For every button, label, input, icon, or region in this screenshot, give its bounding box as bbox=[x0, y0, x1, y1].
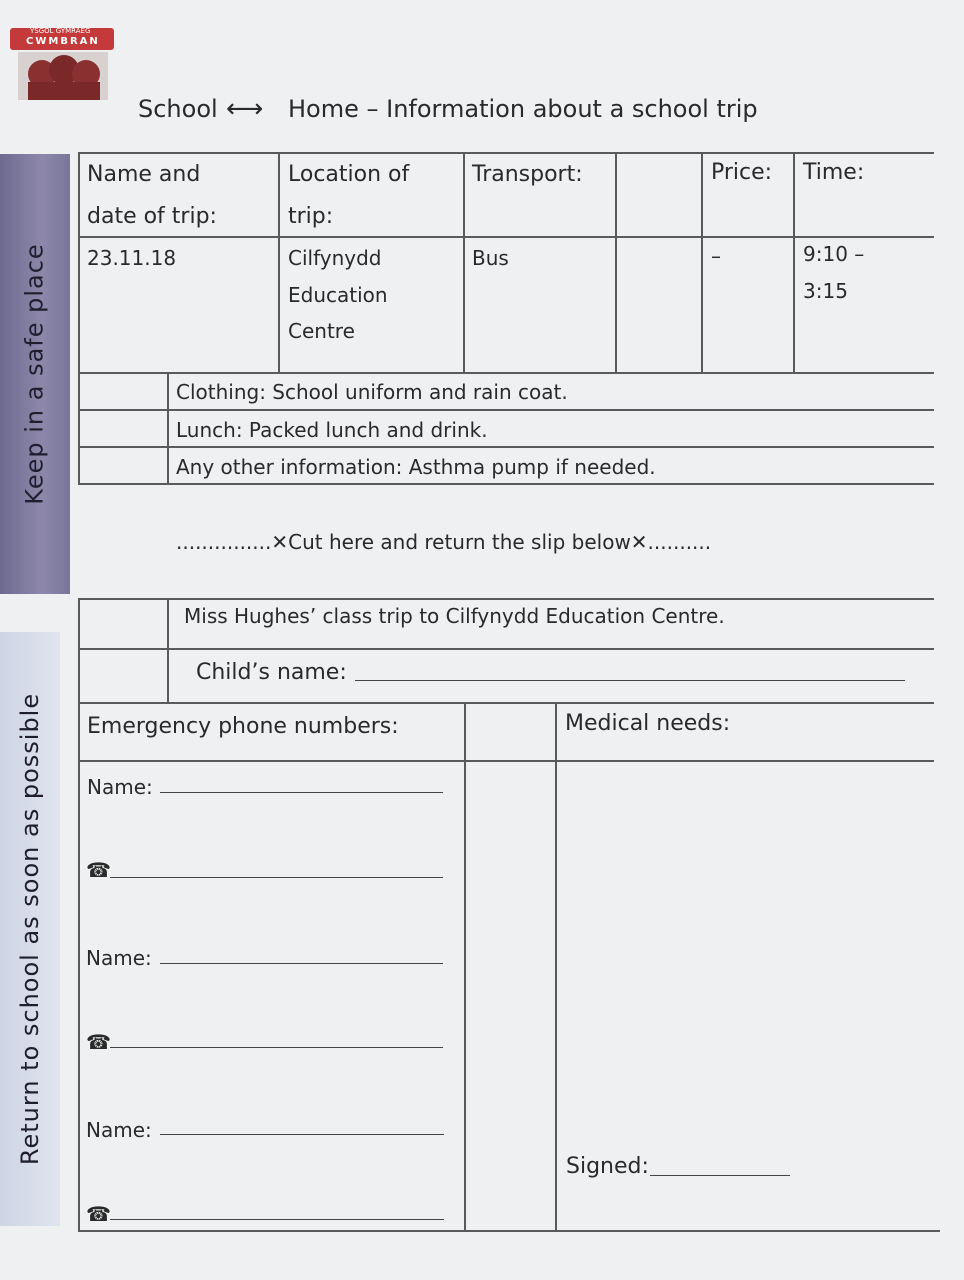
header-location-2: trip: bbox=[288, 204, 334, 229]
trip-time-2: 3:15 bbox=[803, 279, 848, 303]
contact-3-phone-field[interactable] bbox=[110, 1219, 444, 1220]
info-lunch: Lunch: Packed lunch and drink. bbox=[176, 418, 488, 442]
child-name-field[interactable] bbox=[355, 680, 905, 681]
header-school: School bbox=[138, 95, 218, 123]
trip-location-3: Centre bbox=[288, 319, 355, 343]
double-arrow-icon: ⟷ bbox=[226, 94, 264, 124]
logo-text: CWMBRAN bbox=[26, 36, 100, 47]
header-time: Time: bbox=[803, 160, 865, 185]
contact-2-phone-field[interactable] bbox=[110, 1047, 443, 1048]
sidebar-keep-safe bbox=[0, 154, 70, 594]
contact-3-name-label: Name: bbox=[86, 1118, 152, 1142]
phone-icon: ☎ bbox=[86, 1030, 111, 1054]
header-location-1: Location of bbox=[288, 162, 410, 187]
info-clothing: Clothing: School uniform and rain coat. bbox=[176, 380, 568, 404]
contact-1-name-label: Name: bbox=[87, 775, 153, 799]
contact-3-name-field[interactable] bbox=[160, 1134, 444, 1135]
header-title: Home – Information about a school trip bbox=[288, 95, 758, 123]
contact-1-phone-field[interactable] bbox=[110, 877, 443, 878]
emergency-header: Emergency phone numbers: bbox=[87, 714, 399, 739]
trip-price: – bbox=[711, 244, 721, 268]
trip-location-2: Education bbox=[288, 283, 388, 307]
header-name-date-1: Name and bbox=[87, 162, 201, 187]
signed-label: Signed: bbox=[566, 1154, 649, 1179]
info-other: Any other information: Asthma pump if needed. bbox=[176, 455, 656, 479]
phone-icon: ☎ bbox=[86, 858, 111, 882]
trip-time-1: 9:10 – bbox=[803, 242, 865, 266]
logo-subtext: YSGOL GYMRAEG bbox=[30, 27, 91, 35]
signature-field[interactable] bbox=[650, 1175, 790, 1176]
cut-line: ...............✕Cut here and return the slip below✕.......... bbox=[176, 530, 712, 554]
header-price: Price: bbox=[711, 160, 773, 185]
sidebar-keep-safe-label: Keep in a safe place bbox=[21, 243, 49, 505]
child-name-label: Child’s name: bbox=[196, 660, 347, 685]
medical-header: Medical needs: bbox=[565, 711, 731, 736]
trip-transport: Bus bbox=[472, 246, 509, 270]
phone-icon: ☎ bbox=[86, 1202, 111, 1226]
trip-location-1: Cilfynydd bbox=[288, 246, 382, 270]
contact-2-name-label: Name: bbox=[86, 946, 152, 970]
sidebar-return-label: Return to school as soon as possible bbox=[16, 692, 44, 1166]
contact-1-name-field[interactable] bbox=[160, 792, 443, 793]
header-name-date-2: date of trip: bbox=[87, 204, 217, 229]
school-logo bbox=[8, 22, 116, 104]
header-transport: Transport: bbox=[472, 162, 583, 187]
trip-date: 23.11.18 bbox=[87, 246, 177, 270]
contact-2-name-field[interactable] bbox=[160, 963, 443, 964]
slip-title: Miss Hughes’ class trip to Cilfynydd Education Centre. bbox=[184, 604, 725, 628]
sidebar-return bbox=[0, 632, 60, 1226]
